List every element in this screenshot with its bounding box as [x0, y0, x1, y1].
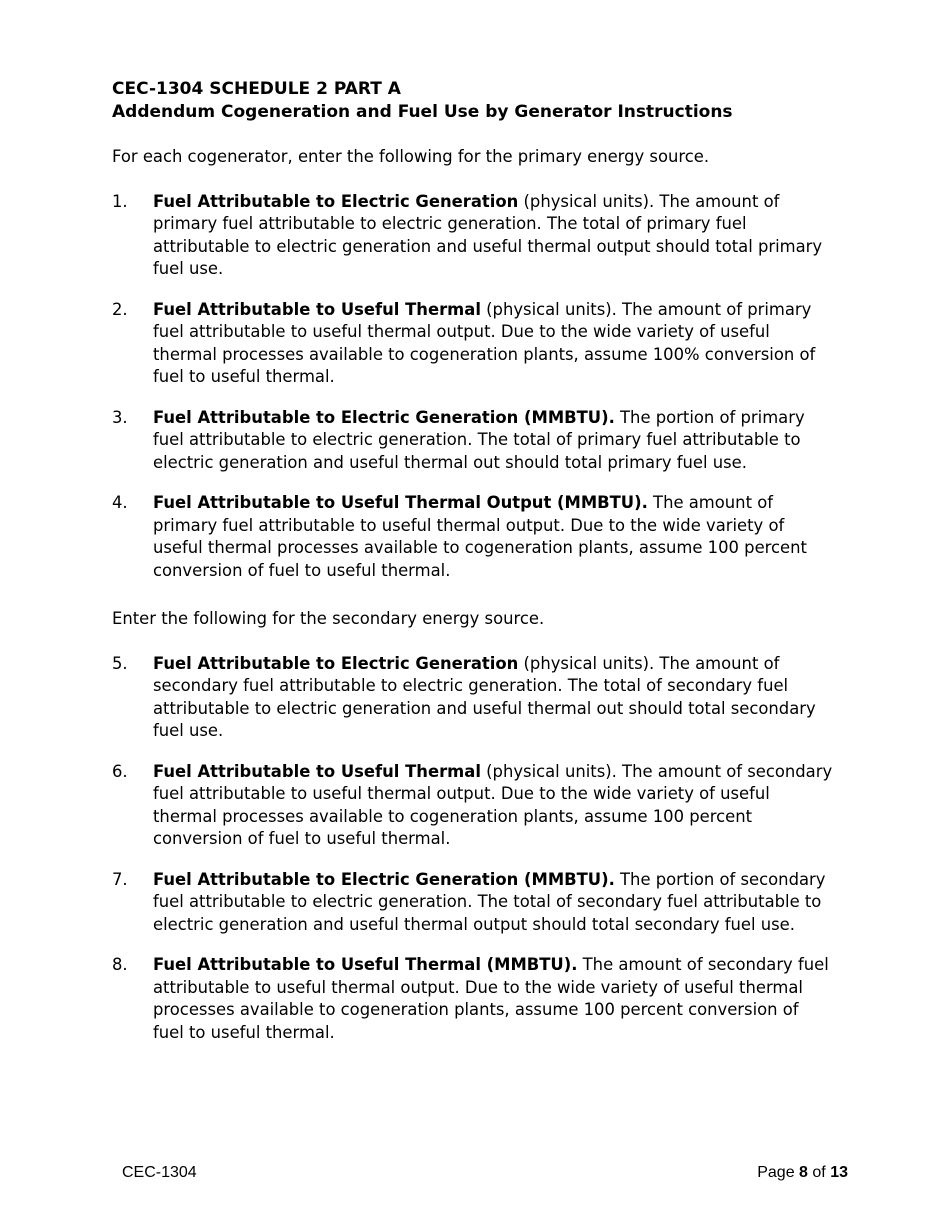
item-number: 2. — [112, 299, 128, 319]
item-title: Fuel Attributable to Useful Thermal — [153, 299, 481, 319]
instruction-item — [112, 299, 834, 389]
page-label: Page — [757, 1164, 795, 1181]
item-number: 8. — [112, 955, 128, 974]
instruction-item — [112, 954, 834, 1044]
secondary-instruction-list — [112, 653, 834, 1045]
secondary-intro: Enter the following for the secondary energy source. — [112, 609, 545, 628]
instruction-item — [112, 869, 834, 937]
item-number: 5. — [112, 653, 128, 673]
item-number: 3. — [112, 407, 128, 427]
instruction-item — [112, 191, 834, 281]
page-number — [757, 1164, 848, 1182]
item-text: (physical units). The amount of primary fuel attributable to electric generation. The total of primary fuel attributable to electric generation and useful thermal output should total primary fuel use. — [153, 191, 823, 278]
primary-instruction-list — [112, 191, 834, 583]
item-text: (physical units). The amount of secondary fuel attributable to electric generation. The total of secondary fuel attributable to electric generation and useful thermal out should total secondary fuel use. — [153, 653, 816, 740]
item-title: Fuel Attributable to Electric Generation — [153, 653, 519, 673]
instruction-item — [112, 492, 834, 582]
item-title: Fuel Attributable to Useful Thermal (MMBTU). — [153, 955, 578, 974]
item-number: 1. — [112, 191, 128, 211]
instruction-item — [112, 407, 834, 475]
item-number: 7. — [112, 869, 128, 889]
page-total: 13 — [830, 1164, 848, 1181]
page-current: 8 — [799, 1164, 808, 1181]
instruction-item — [112, 653, 834, 743]
item-title: Fuel Attributable to Useful Thermal — [153, 761, 481, 781]
document-subtitle: Addendum Cogeneration and Fuel Use by Generator Instructions — [112, 102, 733, 122]
item-text: The portion of primary fuel attributable to electric generation. The total of primary fuel attributable to electric generation and useful thermal out should total primary fuel use. — [153, 407, 805, 472]
page-of: of — [812, 1164, 826, 1181]
item-title: Fuel Attributable to Electric Generation (MMBTU). — [153, 407, 615, 427]
footer-form-id: CEC-1304 — [122, 1164, 197, 1181]
item-title: Fuel Attributable to Electric Generation (MMBTU). — [153, 869, 615, 889]
item-number: 4. — [112, 493, 128, 512]
document-page — [112, 78, 834, 1062]
item-text: The amount of secondary fuel attributable to useful thermal output. Due to the wide variety of useful thermal processes available to cogeneration plants, assume 100 percent conversion of fuel to useful thermal. — [153, 955, 829, 1042]
item-text: (physical units). The amount of primary fuel attributable to useful thermal output. Due to the wide variety of useful thermal processes available to cogeneration plants, assume 100% conversion of fuel to useful thermal. — [153, 299, 816, 386]
item-number: 6. — [112, 761, 128, 781]
item-text: (physical units). The amount of secondary fuel attributable to useful thermal output. Due to the wide variety of useful thermal processes available to cogeneration plants, assume 100 percent conversion of fuel to useful thermal. — [153, 761, 833, 848]
document-title: CEC-1304 SCHEDULE 2 PART A — [112, 79, 401, 99]
item-text: The amount of primary fuel attributable to useful thermal output. Due to the wide variety of useful thermal processes available to cogeneration plants, assume 100 percent conversion of fuel to useful thermal. — [153, 493, 807, 580]
item-text: The portion of secondary fuel attributable to electric generation. The total of secondary fuel attributable to electric generation and useful thermal output should total secondary fuel use. — [153, 869, 826, 934]
item-title: Fuel Attributable to Useful Thermal Output (MMBTU). — [153, 493, 648, 512]
primary-intro: For each cogenerator, enter the following for the primary energy source. — [112, 147, 710, 166]
item-title: Fuel Attributable to Electric Generation — [153, 191, 519, 211]
instruction-item — [112, 761, 834, 851]
